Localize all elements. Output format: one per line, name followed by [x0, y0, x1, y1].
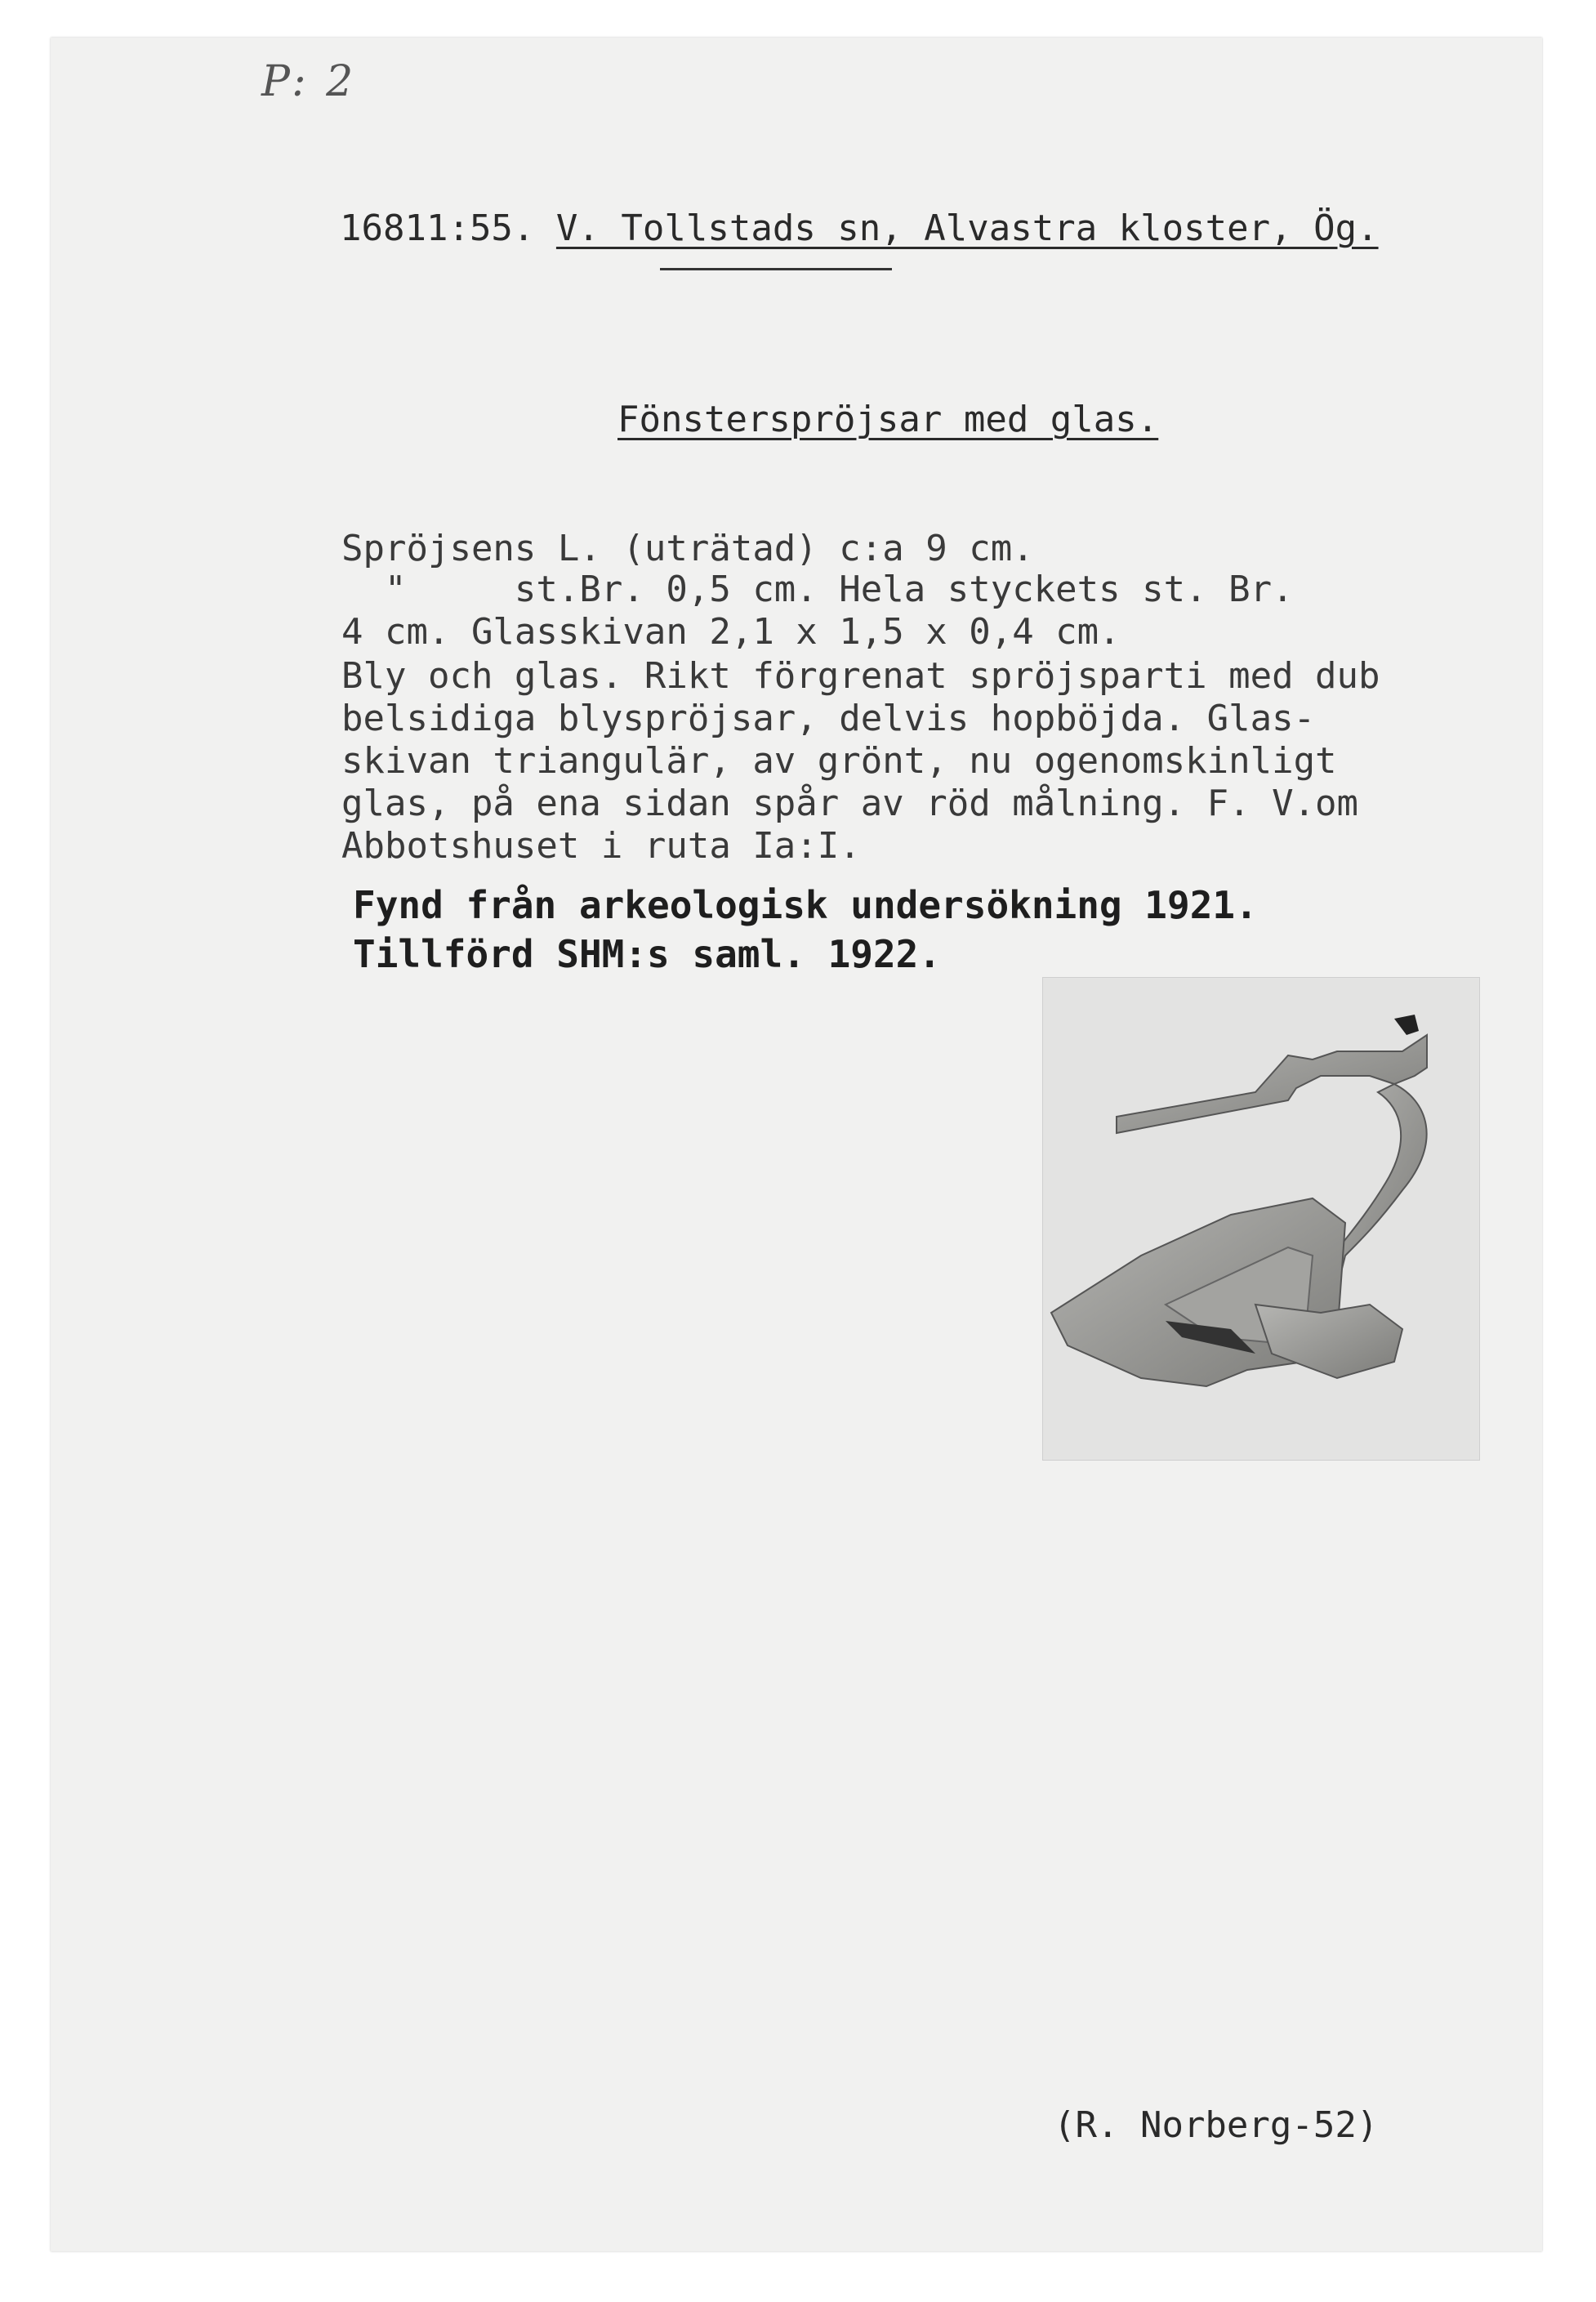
provenance-line: Fynd från arkeologisk undersökning 1921.: [353, 883, 1258, 927]
catalog-number: 16811:55.: [340, 207, 535, 249]
handwritten-mark: P: 2: [261, 57, 357, 106]
description-line: 4 cm. Glasskivan 2,1 x 1,5 x 0,4 cm.: [341, 611, 1121, 653]
catalog-heading: [340, 207, 1379, 249]
object-photograph: [1042, 977, 1480, 1461]
description-line: Spröjsens L. (uträtad) c:a 9 cm.: [341, 528, 1034, 569]
provenance-line: Tillförd SHM:s saml. 1922.: [353, 932, 942, 976]
find-location: V. Tollstads sn, Alvastra kloster, Ög.: [555, 207, 1379, 249]
description-line: belsidiga blyspröjsar, delvis hopböjda. Glas-: [341, 698, 1316, 739]
description-line: " st.Br. 0,5 cm. Hela styckets st. Br.: [341, 569, 1294, 610]
cataloguer-signature: (R. Norberg-52): [1054, 2104, 1379, 2146]
object-title: Fönsterspröjsar med glas.: [617, 399, 1159, 440]
description-line: Bly och glas. Rikt förgrenat spröjsparti med dub: [341, 655, 1380, 697]
window-lead-fragment-illustration: [1043, 978, 1479, 1460]
underline-mark: [660, 268, 892, 270]
description-line: glas, på ena sidan spår av röd målning. F. V.om: [341, 783, 1359, 824]
description-line: skivan triangulär, av grönt, nu ogenomskinligt: [341, 740, 1337, 782]
description-line: Abbotshuset i ruta Ia:I.: [341, 825, 861, 867]
